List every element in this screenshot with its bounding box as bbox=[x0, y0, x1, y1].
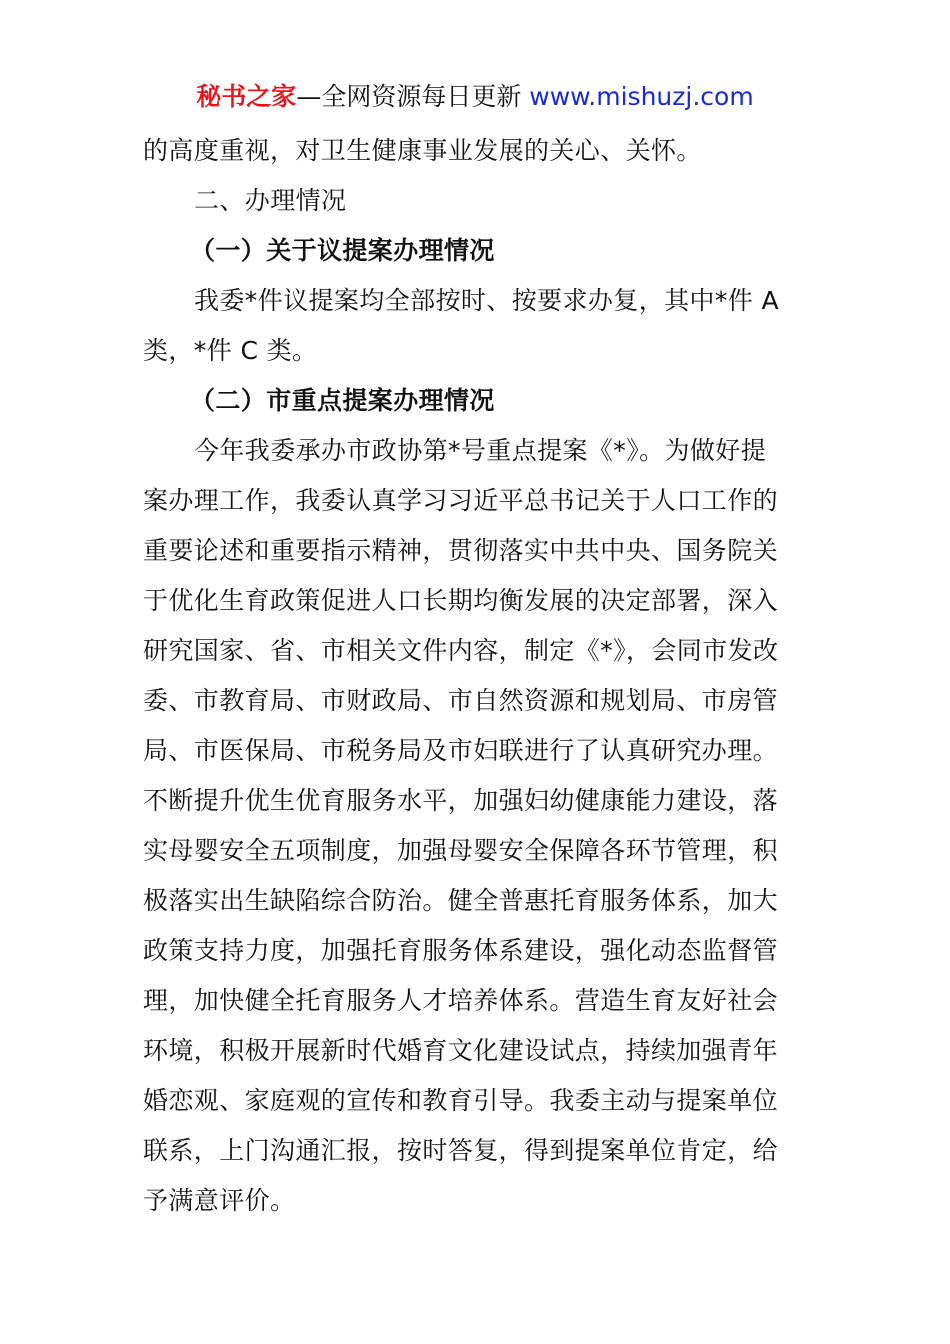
paragraph-line: 的高度重视，对卫生健康事业发展的关心、关怀。 bbox=[143, 136, 702, 165]
paragraph-line: 实母婴安全五项制度，加强母婴安全保障各环节管理，积 bbox=[143, 836, 779, 865]
paragraph-line: 理，加快健全托育服务人才培养体系。营造生育友好社会 bbox=[143, 986, 779, 1015]
paragraph-line: 于优化生育政策促进人口长期均衡发展的决定部署，深入 bbox=[143, 586, 779, 615]
paragraph-line: 我委*件议提案均全部按时、按要求办复，其中*件 A bbox=[194, 286, 780, 315]
header-tagline: —全网资源每日更新 bbox=[296, 82, 530, 111]
paragraph-line: 予满意评价。 bbox=[143, 1186, 296, 1215]
paragraph-line: 婚恋观、家庭观的宣传和教育引导。我委主动与提案单位 bbox=[143, 1086, 779, 1115]
paragraph-line: 类，*件 C 类。 bbox=[143, 336, 318, 365]
paragraph-line: 极落实出生缺陷综合防治。健全普惠托育服务体系，加大 bbox=[143, 886, 779, 915]
paragraph-line: 今年我委承办市政协第*号重点提案《*》。为做好提 bbox=[194, 436, 767, 465]
subsection-heading: （一）关于议提案办理情况 bbox=[190, 236, 495, 265]
paragraph-line: 政策支持力度，加强托育服务体系建设，强化动态监督管 bbox=[143, 936, 779, 965]
paragraph-line: 研究国家、省、市相关文件内容，制定《*》，会同市发改 bbox=[143, 636, 779, 665]
paragraph-line: 不断提升优生优育服务水平，加强妇幼健康能力建设，落 bbox=[143, 786, 779, 815]
paragraph-line: 局、市医保局、市税务局及市妇联进行了认真研究办理。 bbox=[143, 736, 779, 765]
paragraph-line: 案办理工作，我委认真学习习近平总书记关于人口工作的 bbox=[143, 486, 779, 515]
paragraph-line: 委、市教育局、市财政局、市自然资源和规划局、市房管 bbox=[143, 686, 779, 715]
subsection-heading: （二）市重点提案办理情况 bbox=[190, 386, 495, 415]
brand-name: 秘书之家 bbox=[196, 82, 297, 111]
site-url-link[interactable]: www.mishuzj.com bbox=[529, 82, 754, 111]
paragraph-line: 联系，上门沟通汇报，按时答复，得到提案单位肯定，给 bbox=[143, 1136, 779, 1165]
page-header bbox=[0, 80, 950, 114]
paragraph-line: 环境，积极开展新时代婚育文化建设试点，持续加强青年 bbox=[143, 1036, 779, 1065]
paragraph-line: 重要论述和重要指示精神，贯彻落实中共中央、国务院关 bbox=[143, 536, 779, 565]
document-body bbox=[143, 126, 809, 1226]
section-heading: 二、办理情况 bbox=[194, 186, 347, 215]
